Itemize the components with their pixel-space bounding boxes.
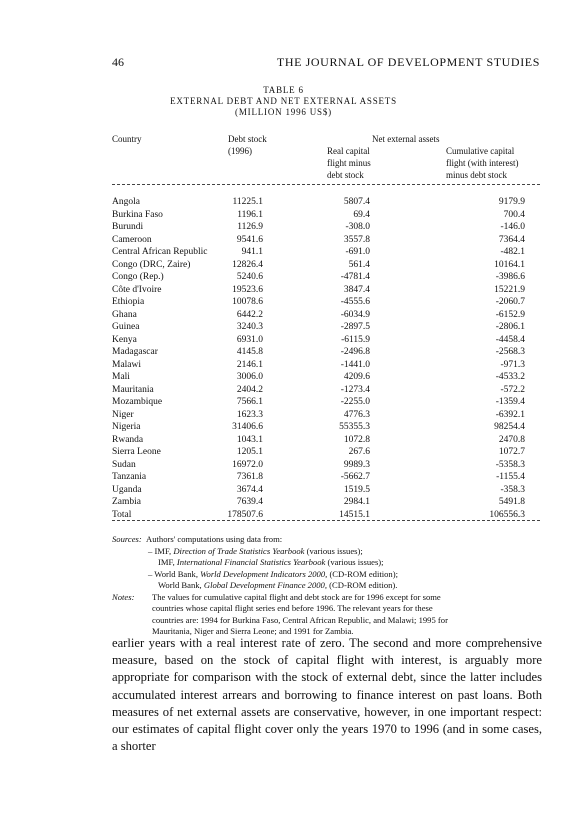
cumulative-flight-cell: -6152.9 <box>495 309 525 320</box>
source-item: – World Bank, World Development Indicators 2000, (CD-ROM edition); <box>148 568 398 579</box>
cumulative-flight-cell: 700.4 <box>503 209 525 220</box>
body-paragraph: earlier years with a real interest rate of zero. The second and more comprehensive measure, based on the stock of capital flight with interest, is arguably more appropriate for comparison with the stock of external debt, since the latter includes accumulated interest arrears and borrowing to finance interest on past loans. Both measures of net external assets are conservative, however, in one important respect: our estimates of capital flight cover only the years 1970 to 1996 (and in some cases, a shorter <box>112 636 542 754</box>
debt-stock-cell: 2146.1 <box>236 359 263 370</box>
real-flight-cell: -691.0 <box>345 247 370 257</box>
debt-stock-cell: 1623.3 <box>236 409 263 420</box>
country-cell: Côte d'Ivoire <box>112 284 162 295</box>
debt-stock-cell: 12826.4 <box>232 259 263 270</box>
country-cell: Madagascar <box>112 347 158 357</box>
real-flight-cell: 9989.3 <box>343 459 370 470</box>
table-row <box>0 484 567 496</box>
table-row <box>0 209 567 221</box>
table-row <box>0 384 567 396</box>
country-cell: Zambia <box>112 497 142 507</box>
debt-stock-cell: 6442.2 <box>236 309 263 320</box>
table-row <box>0 446 567 458</box>
debt-stock-cell: 1205.1 <box>236 447 263 457</box>
real-flight-cell: 5807.4 <box>343 197 370 207</box>
col-header-country: Country <box>112 134 142 144</box>
debt-stock-cell: 2404.2 <box>236 384 263 395</box>
cumulative-flight-cell: 2470.8 <box>498 434 525 445</box>
cumulative-flight-cell: -4458.4 <box>495 334 525 345</box>
debt-stock-cell: 10078.6 <box>232 297 263 307</box>
real-flight-cell: -1441.0 <box>340 359 370 370</box>
table-row <box>0 321 567 333</box>
table-bottom-rule <box>112 520 540 521</box>
debt-stock-cell: 9541.6 <box>236 234 263 245</box>
table-row <box>0 359 567 371</box>
table-row <box>0 371 567 383</box>
real-flight-cell: 3847.4 <box>343 284 370 295</box>
cumulative-flight-cell: -6392.1 <box>495 409 525 420</box>
table-row <box>0 434 567 446</box>
real-flight-cell: -308.0 <box>345 222 370 232</box>
cumulative-flight-cell: 10164.1 <box>494 259 525 270</box>
debt-stock-cell: 178507.6 <box>227 509 263 520</box>
cumulative-flight-cell: -358.3 <box>500 484 525 495</box>
country-cell: Sierra Leone <box>112 447 161 457</box>
country-cell: Mozambique <box>112 397 163 407</box>
real-flight-cell: 1519.5 <box>343 484 370 495</box>
table-row <box>0 271 567 283</box>
cumulative-flight-cell: 1072.7 <box>498 447 525 457</box>
cumulative-flight-cell: -572.2 <box>500 384 525 395</box>
cumulative-flight-cell: -1155.4 <box>496 472 525 482</box>
debt-stock-cell: 11225.1 <box>232 197 263 207</box>
real-flight-cell: -5662.7 <box>340 472 370 482</box>
country-cell: Ethiopia <box>112 297 145 307</box>
table-number: TABLE 6 <box>263 85 304 95</box>
notes-label: Notes: <box>112 591 135 602</box>
real-flight-cell: 1072.8 <box>343 434 370 445</box>
notes-line: countries whose capital flight series end before 1996. The relevant years for these <box>152 603 433 613</box>
debt-stock-cell: 31406.6 <box>232 422 263 432</box>
table-row <box>0 284 567 296</box>
cumulative-flight-cell: 15221.9 <box>494 284 525 295</box>
cumulative-flight-cell: -971.3 <box>500 359 525 370</box>
cumulative-flight-cell: -482.1 <box>500 247 525 257</box>
real-flight-cell: -1273.4 <box>340 384 370 395</box>
country-cell: Cameroon <box>112 234 152 245</box>
country-cell: Central African Republic <box>112 247 208 257</box>
debt-stock-cell: 941.1 <box>241 247 263 257</box>
real-flight-cell: 55355.3 <box>339 422 370 432</box>
table-notes <box>112 534 542 634</box>
table-row <box>0 409 567 421</box>
country-cell: Guinea <box>112 322 140 332</box>
country-cell: Uganda <box>112 484 142 495</box>
country-cell: Mauritania <box>112 384 154 395</box>
debt-stock-cell: 7361.8 <box>236 472 263 482</box>
cumulative-flight-cell: -2806.1 <box>495 322 525 332</box>
table-row <box>0 296 567 308</box>
table-title: EXTERNAL DEBT AND NET EXTERNAL ASSETS <box>170 96 397 106</box>
col-header-cumulative: Cumulative capital flight (with interest) minus debt stock <box>446 146 519 180</box>
country-cell: Rwanda <box>112 434 144 445</box>
cumulative-flight-cell: -2568.3 <box>495 347 525 357</box>
real-flight-cell: -6034.9 <box>340 309 370 320</box>
table-row <box>0 221 567 233</box>
country-cell: Tanzania <box>112 472 147 482</box>
source-item: World Bank, Global Development Finance 2000, (CD-ROM edition). <box>158 580 398 590</box>
page-number: 46 <box>112 55 124 69</box>
country-cell: Sudan <box>112 459 136 470</box>
real-flight-cell: 3557.8 <box>343 234 370 245</box>
country-cell: Angola <box>112 197 140 207</box>
debt-stock-cell: 1196.1 <box>237 209 263 220</box>
notes-line: Mauritania, Niger and Sierra Leone; and 1991 for Zambia. <box>152 626 354 636</box>
table-row <box>0 471 567 483</box>
debt-stock-cell: 3240.3 <box>236 322 263 332</box>
country-cell: Mali <box>112 372 130 382</box>
debt-stock-cell: 3674.4 <box>236 484 263 495</box>
country-cell: Burundi <box>112 222 144 232</box>
cumulative-flight-cell: 9179.9 <box>498 197 525 207</box>
real-flight-cell: -4781.4 <box>340 272 370 282</box>
table-row <box>0 309 567 321</box>
country-cell: Ghana <box>112 309 137 320</box>
table-row <box>0 496 567 508</box>
table-row <box>0 196 567 208</box>
table-row <box>0 259 567 271</box>
cumulative-flight-cell: 7364.4 <box>498 234 525 245</box>
cumulative-flight-cell: -2060.7 <box>495 297 525 307</box>
real-flight-cell: 561.4 <box>348 259 370 270</box>
col-header-real: Real capital flight minus debt stock <box>327 146 371 180</box>
cumulative-flight-cell: 98254.4 <box>494 422 525 432</box>
country-cell: Congo (Rep.) <box>112 272 164 282</box>
table-row <box>0 396 567 408</box>
country-cell: Total <box>112 509 132 520</box>
source-item: – IMF, Direction of Trade Statistics Yearbook (various issues); <box>148 545 363 556</box>
cumulative-flight-cell: -146.0 <box>500 222 525 232</box>
table-row <box>0 334 567 346</box>
debt-stock-cell: 6931.0 <box>236 334 263 345</box>
cumulative-flight-cell: 106556.3 <box>489 509 525 520</box>
cumulative-flight-cell: -5358.3 <box>495 459 525 470</box>
table-row <box>0 246 567 258</box>
notes-line: The values for cumulative capital flight and debt stock are for 1996 except for some <box>152 591 441 602</box>
notes-line: countries are: 1994 for Burkina Faso, Central African Republic, and Malawi; 1995 for <box>152 614 448 625</box>
cumulative-flight-cell: 5491.8 <box>498 497 525 507</box>
real-flight-cell: 267.6 <box>348 447 370 457</box>
table-row <box>0 346 567 358</box>
country-cell: Malawi <box>112 359 142 370</box>
real-flight-cell: -6115.9 <box>341 334 370 345</box>
debt-stock-cell: 4145.8 <box>236 347 263 357</box>
sources-label: Sources: <box>112 534 142 544</box>
debt-stock-cell: 19523.6 <box>232 284 263 295</box>
table-header-rule <box>112 184 540 185</box>
table-total-row <box>0 509 567 521</box>
debt-stock-cell: 1126.9 <box>237 222 263 232</box>
real-flight-cell: -4555.6 <box>340 297 370 307</box>
real-flight-cell: -2897.5 <box>340 322 370 332</box>
col-header-debt-stock: Debt stock (1996) <box>228 134 267 156</box>
country-cell: Burkina Faso <box>112 209 163 220</box>
real-flight-cell: 4209.6 <box>343 372 370 382</box>
real-flight-cell: 69.4 <box>353 209 370 220</box>
country-cell: Niger <box>112 409 134 420</box>
country-cell: Congo (DRC, Zaire) <box>112 259 191 270</box>
table-row <box>0 459 567 471</box>
debt-stock-cell: 3006.0 <box>236 372 263 382</box>
cumulative-flight-cell: -1359.4 <box>495 397 525 407</box>
country-cell: Kenya <box>112 334 137 345</box>
debt-stock-cell: 7566.1 <box>236 397 263 407</box>
real-flight-cell: -2255.0 <box>340 397 370 407</box>
country-cell: Nigeria <box>112 422 141 432</box>
debt-stock-cell: 5240.6 <box>236 272 263 282</box>
debt-stock-cell: 16972.0 <box>232 459 263 470</box>
debt-stock-cell: 7639.4 <box>236 497 263 507</box>
real-flight-cell: -2496.8 <box>340 347 370 357</box>
real-flight-cell: 2984.1 <box>343 497 370 507</box>
journal-title: THE JOURNAL OF DEVELOPMENT STUDIES <box>276 55 540 69</box>
table-subtitle: (MILLION 1996 US$) <box>235 107 332 117</box>
col-header-group: Net external assets <box>372 134 440 144</box>
source-item: IMF, International Financial Statistics Yearbook (various issues); <box>158 557 384 567</box>
table-row <box>0 234 567 246</box>
table-row <box>0 421 567 433</box>
sources-intro: Authors' computations using data from: <box>146 534 283 544</box>
debt-stock-cell: 1043.1 <box>236 434 263 445</box>
real-flight-cell: 4776.3 <box>343 409 370 420</box>
cumulative-flight-cell: -3986.6 <box>495 272 525 282</box>
cumulative-flight-cell: -4533.2 <box>495 372 525 382</box>
real-flight-cell: 14515.1 <box>339 509 370 520</box>
